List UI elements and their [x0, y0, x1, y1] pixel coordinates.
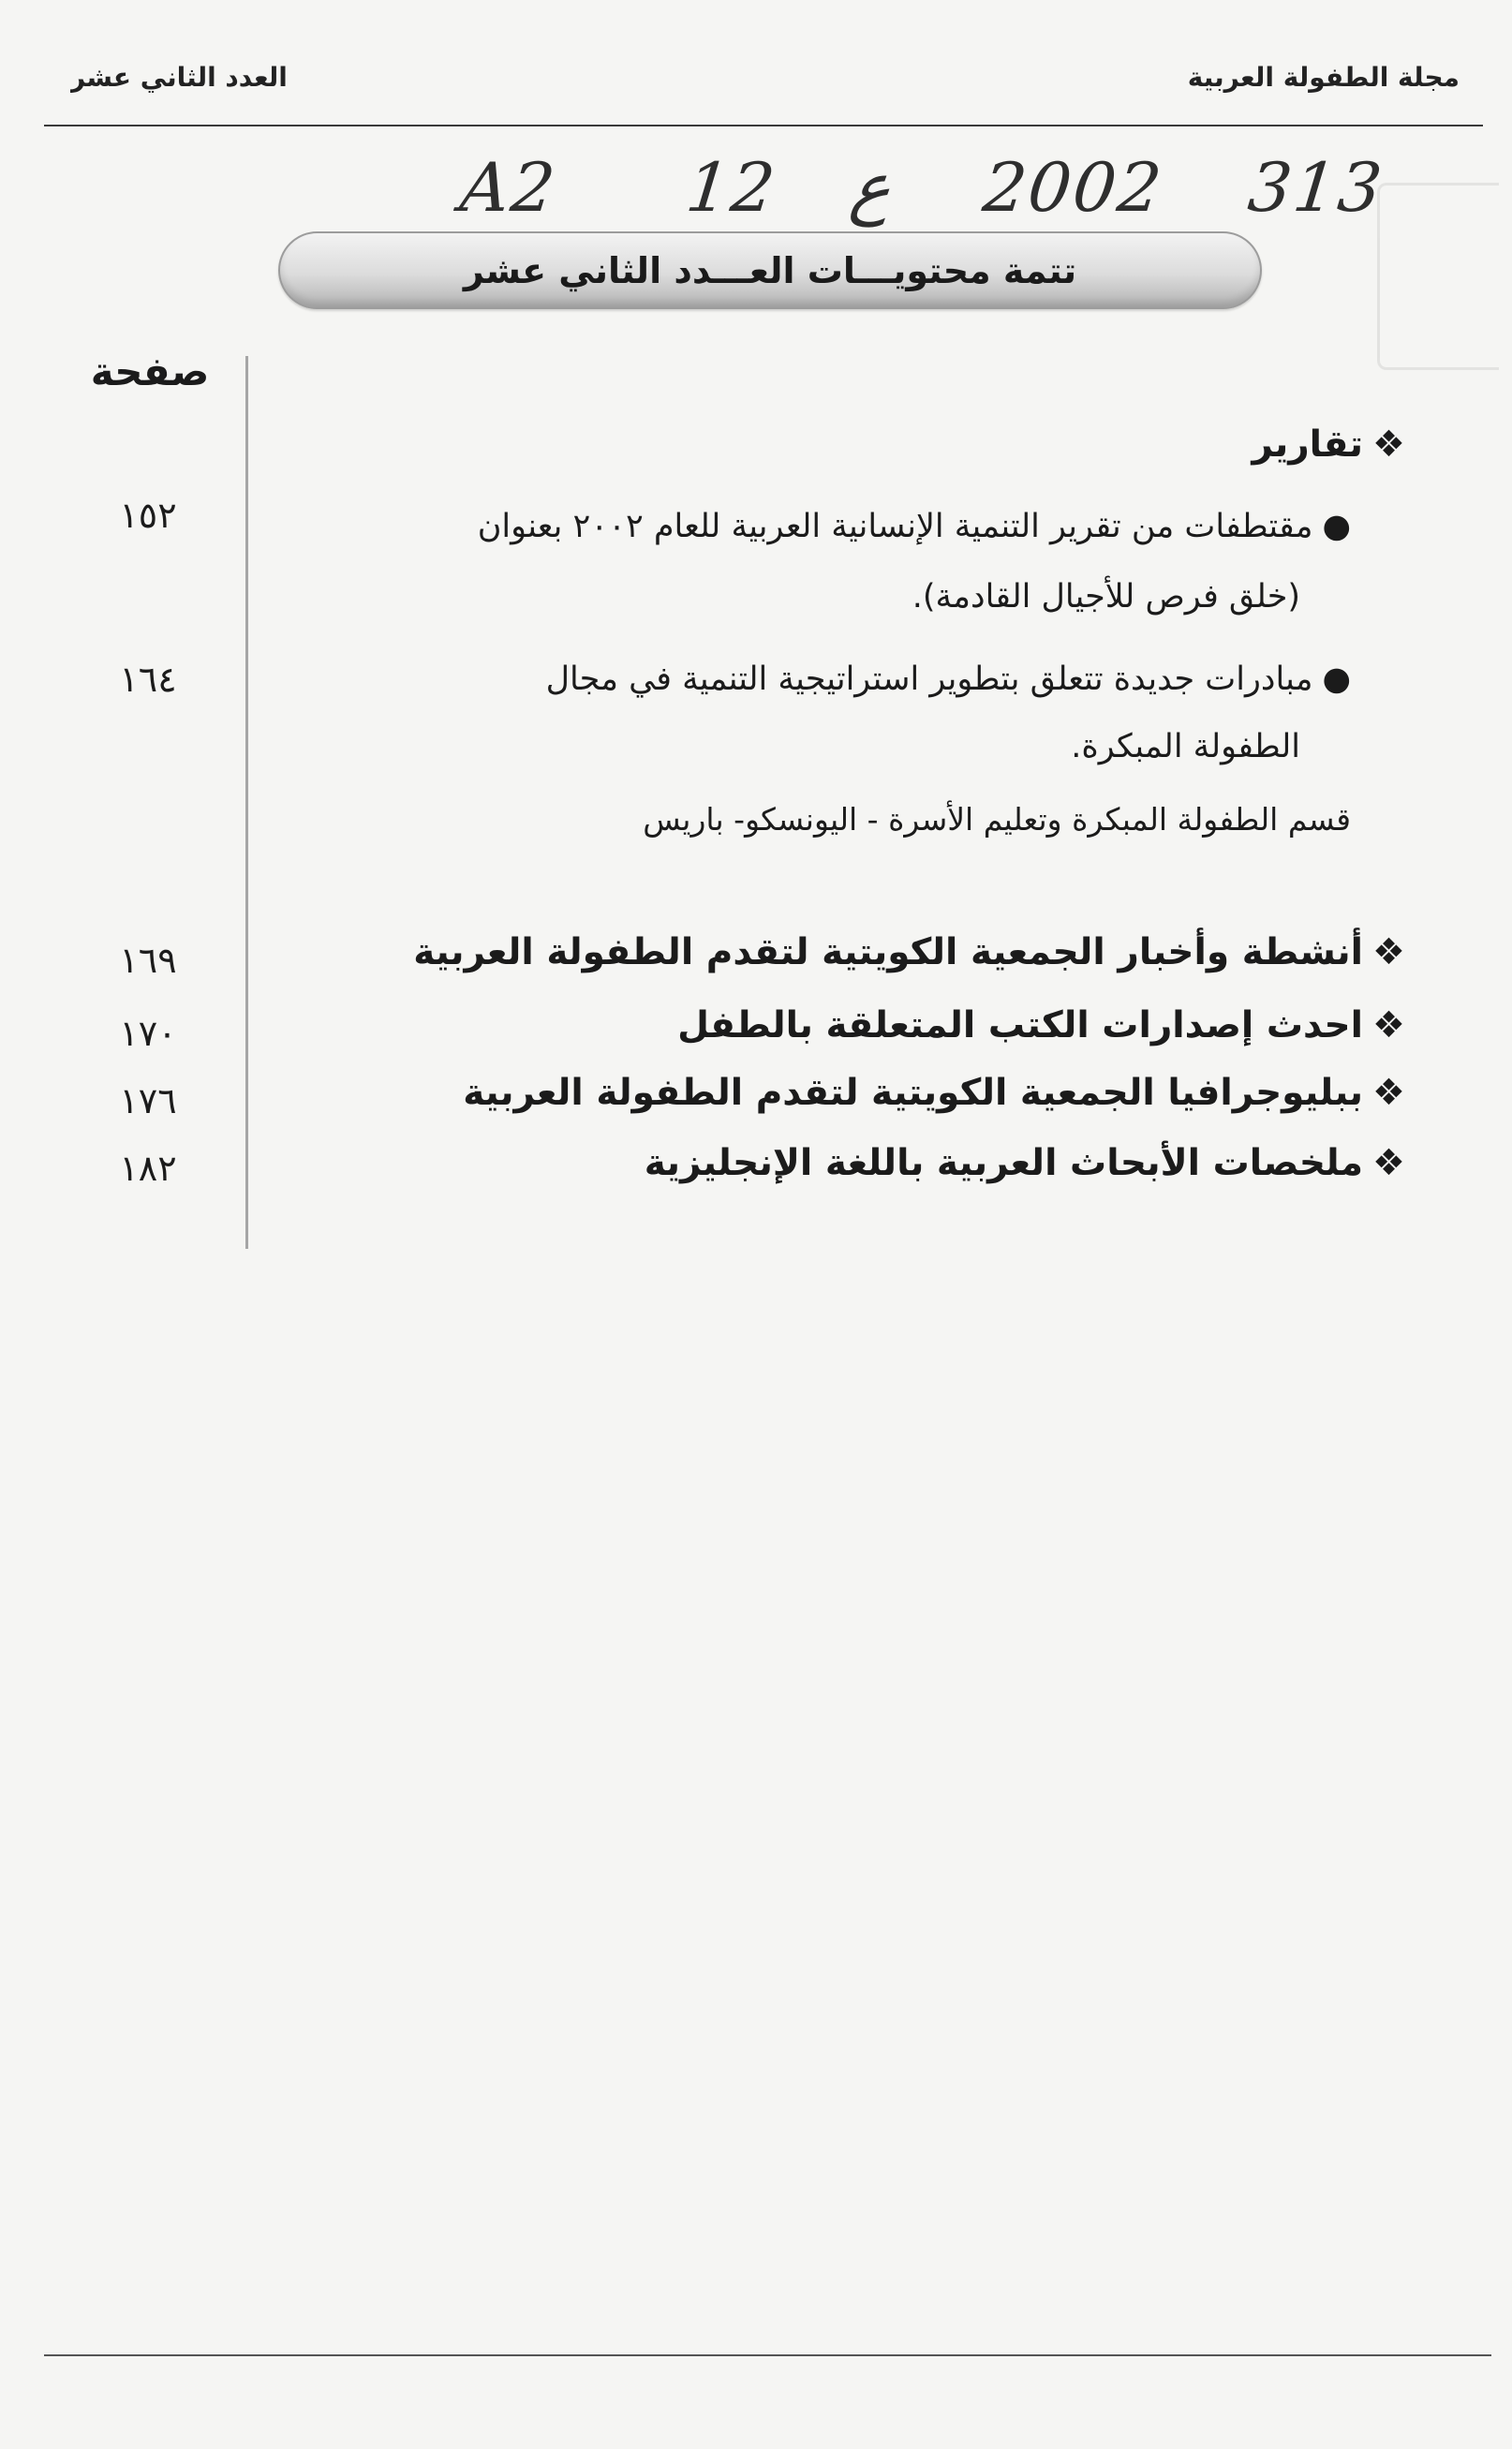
bleed-through-frame [1377, 183, 1499, 370]
page-number: ١٦٤ [119, 659, 177, 700]
section-diamond-icon: ❖ [1372, 1004, 1405, 1046]
column-divider [245, 356, 248, 1249]
page-number: ١٨٢ [119, 1148, 177, 1189]
header-rule [44, 125, 1483, 126]
handwritten-note-12: 12 [682, 148, 781, 227]
journal-title: مجلة الطفولة العربية [1187, 62, 1460, 93]
bullet-icon: ● [1322, 508, 1351, 545]
report-item-text: مبادرات جديدة تتعلق بتطوير استراتيجية التنمية في مجال [545, 660, 1313, 698]
contents-entry-title: ملخصات الأبحاث العربية باللغة الإنجليزية [644, 1142, 1364, 1184]
contents-entry-title: ببليوجرافيا الجمعية الكويتية لتقدم الطفولة العربية [463, 1072, 1364, 1114]
page-number: ١٦٩ [119, 940, 177, 981]
handwritten-note-ayn: ع [846, 148, 896, 227]
footer-rule [44, 2354, 1491, 2356]
page-column-header: صفحة [90, 349, 210, 394]
section-diamond-icon: ❖ [1372, 423, 1405, 466]
contents-entry-title: احدث إصدارات الكتب المتعلقة بالطفل [677, 1004, 1364, 1046]
report-item-2-line-1 [281, 653, 1351, 705]
section-diamond-icon: ❖ [1372, 1142, 1405, 1184]
bullet-icon: ● [1322, 660, 1351, 698]
contents-title: تتمة محتويـــات العـــدد الثاني عشر [463, 249, 1077, 291]
section-diamond-icon: ❖ [1372, 1072, 1405, 1114]
section-diamond-icon: ❖ [1372, 931, 1405, 973]
handwritten-note-a2: A2 [456, 148, 561, 227]
contents-title-banner [278, 231, 1262, 309]
report-item-1-line-2: (خلق فرص للأجيال القادمة). [912, 578, 1300, 616]
issue-label: العدد الثاني عشر [70, 62, 288, 93]
contents-entry-3 [294, 1065, 1405, 1121]
report-source-credit: قسم الطفولة المبكرة وتعليم الأسرة - اليونسكو- باريس [643, 801, 1351, 838]
page-number: ١٧٠ [119, 1013, 177, 1054]
page-number: ١٥٢ [119, 495, 177, 536]
report-item-2-line-2: الطفولة المبكرة. [1071, 728, 1300, 765]
contents-entry-2 [294, 998, 1405, 1054]
report-item-1-line-1 [281, 500, 1351, 553]
contents-entry-1 [294, 925, 1405, 981]
handwritten-note-year: 2002 [979, 148, 1167, 227]
handwritten-note-313: 313 [1244, 148, 1387, 227]
contents-entry-4 [294, 1135, 1405, 1192]
contents-entry-title: أنشطة وأخبار الجمعية الكويتية لتقدم الطفولة العربية [413, 931, 1364, 973]
page-number: ١٧٦ [119, 1080, 177, 1121]
section-heading-text: تقارير [1252, 423, 1364, 466]
section-heading-reports [294, 417, 1405, 473]
report-item-text: مقتطفات من تقرير التنمية الإنسانية العربية للعام ٢٠٠٢ بعنوان [477, 508, 1313, 545]
